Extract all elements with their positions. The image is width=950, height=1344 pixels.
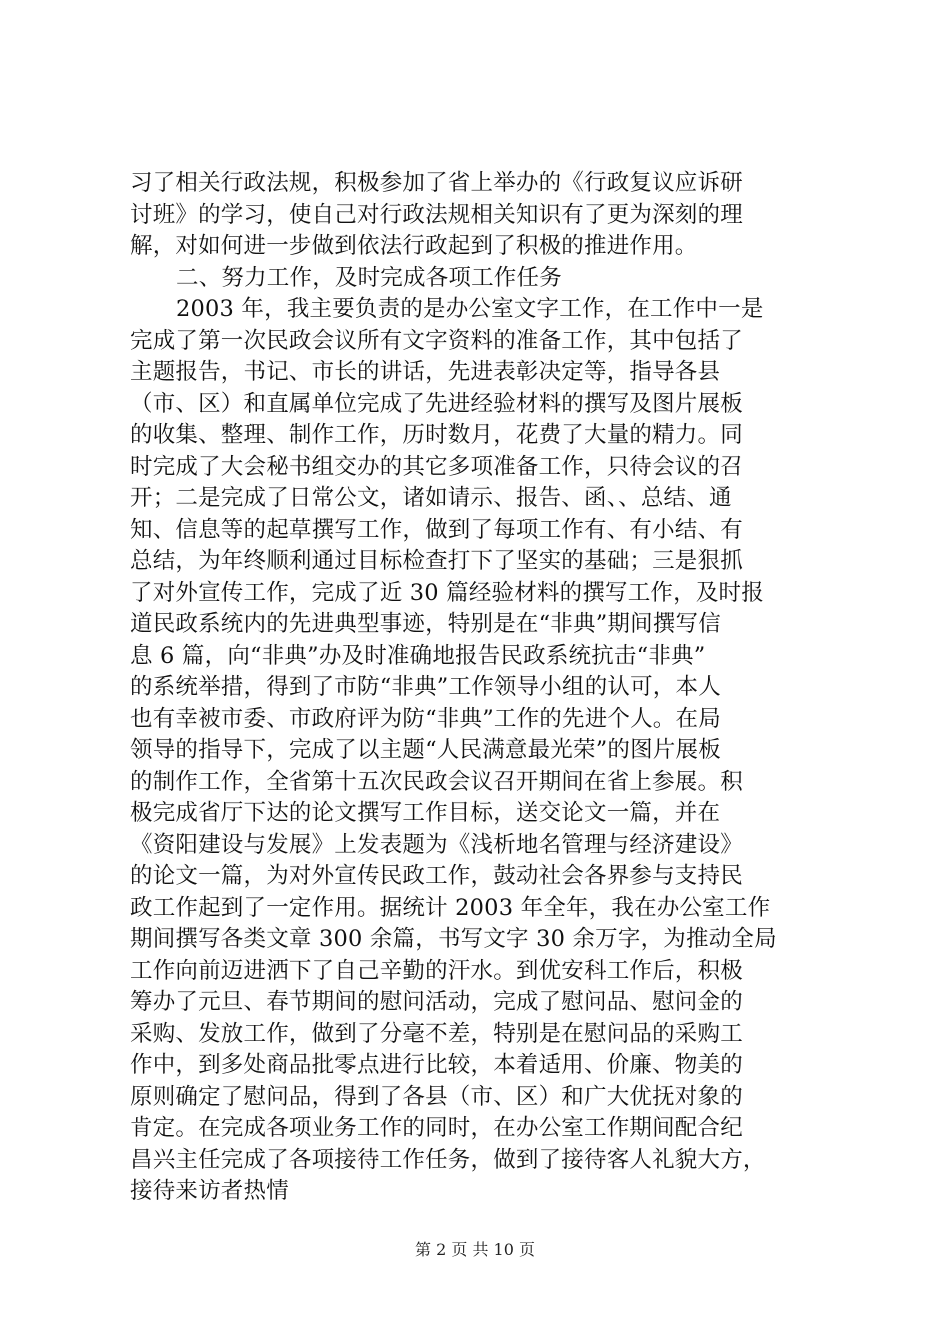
section-heading: 二、努力工作，及时完成各项工作任务: [176, 264, 562, 291]
text-line: 习了相关行政法规，积极参加了省上举办的《行政复议应诉研: [130, 170, 743, 196]
text-line: 也有幸被市委、市政府评为防“非典”工作的先进个人。在局: [130, 705, 721, 732]
text-line: 的收集、整理、制作工作，历时数月，花费了大量的精力。同: [130, 422, 743, 448]
text-line: 《资阳建设与发展》上发表题为《浅析地名管理与经济建设》: [130, 831, 743, 858]
text-line: 的系统举措，得到了市防“非典”工作领导小组的认可，本人: [130, 674, 721, 700]
text-line: 肯定。在完成各项业务工作的同时，在办公室工作期间配合纪: [130, 1115, 743, 1141]
text-line: 筹办了元旦、春节期间的慰问活动，完成了慰问品、慰问金的: [130, 989, 743, 1015]
text-line: 主题报告，书记、市长的讲话，先进表彰决定等，指导各县: [130, 359, 721, 385]
text-line: 了对外宣传工作，完成了近 30 篇经验材料的撰写工作，及时报: [130, 579, 764, 606]
paragraph-first-line: 2003 年，我主要负责的是办公室文字工作，在工作中一是: [176, 296, 764, 322]
text-line: 昌兴主任完成了各项接待工作任务，做到了接待客人礼貌大方，: [130, 1146, 766, 1173]
text-line: 知、信息等的起草撰写工作，做到了每项工作有、有小结、有: [130, 516, 743, 543]
text-line: 讨班》的学习，使自己对行政法规相关知识有了更为深刻的理: [130, 201, 743, 228]
text-line: 接待来访者热情: [130, 1178, 289, 1204]
text-line: 工作向前迈进洒下了自己辛勤的汗水。到优安科工作后，积极: [130, 957, 743, 984]
text-line: 息 6 篇，向“非典”办及时准确地报告民政系统抗击“非典”: [130, 642, 706, 669]
text-line: 作中，到多处商品批零点进行比较，本着适用、价廉、物美的: [130, 1052, 743, 1078]
text-line: 开；二是完成了日常公文，诸如请示、报告、函、、总结、通: [130, 485, 732, 511]
text-line: 的论文一篇，为对外宣传民政工作，鼓动社会各界参与支持民: [130, 863, 743, 889]
text-line: 极完成省厅下达的论文撰写工作目标，送交论文一篇，并在: [130, 800, 721, 826]
page-number-footer: 第 2 页 共 10 页: [415, 1240, 535, 1259]
text-line: 解，对如何进一步做到依法行政起到了积极的推进作用。: [130, 233, 698, 259]
text-line: 的制作工作，全省第十五次民政会议召开期间在省上参展。积: [130, 768, 743, 795]
text-line: 道民政系统内的先进典型事迹，特别是在“非典”期间撰写信: [130, 611, 721, 637]
text-line: 完成了第一次民政会议所有文字资料的准备工作，其中包括了: [130, 327, 743, 354]
text-line: 采购、发放工作，做到了分毫不差，特别是在慰问品的采购工: [130, 1020, 743, 1047]
text-line: 总结，为年终顺利通过目标检查打下了坚实的基础；三是狠抓: [130, 548, 743, 574]
text-line: 政工作起到了一定作用。据统计 2003 年全年，我在办公室工作: [130, 894, 771, 921]
text-line: （市、区）和直属单位完成了先进经验材料的撰写及图片展板: [130, 390, 743, 417]
text-line: 领导的指导下，完成了以主题“人民满意最光荣”的图片展板: [130, 737, 721, 763]
text-line: 期间撰写各类文章 300 余篇，书写文字 30 余万字，为推动全局: [130, 926, 777, 952]
document-body: [130, 168, 830, 1208]
text-line: 原则确定了慰问品，得到了各县（市、区）和广大优抚对象的: [130, 1083, 743, 1110]
text-line: 时完成了大会秘书组交办的其它多项准备工作，只待会议的召: [130, 453, 743, 480]
